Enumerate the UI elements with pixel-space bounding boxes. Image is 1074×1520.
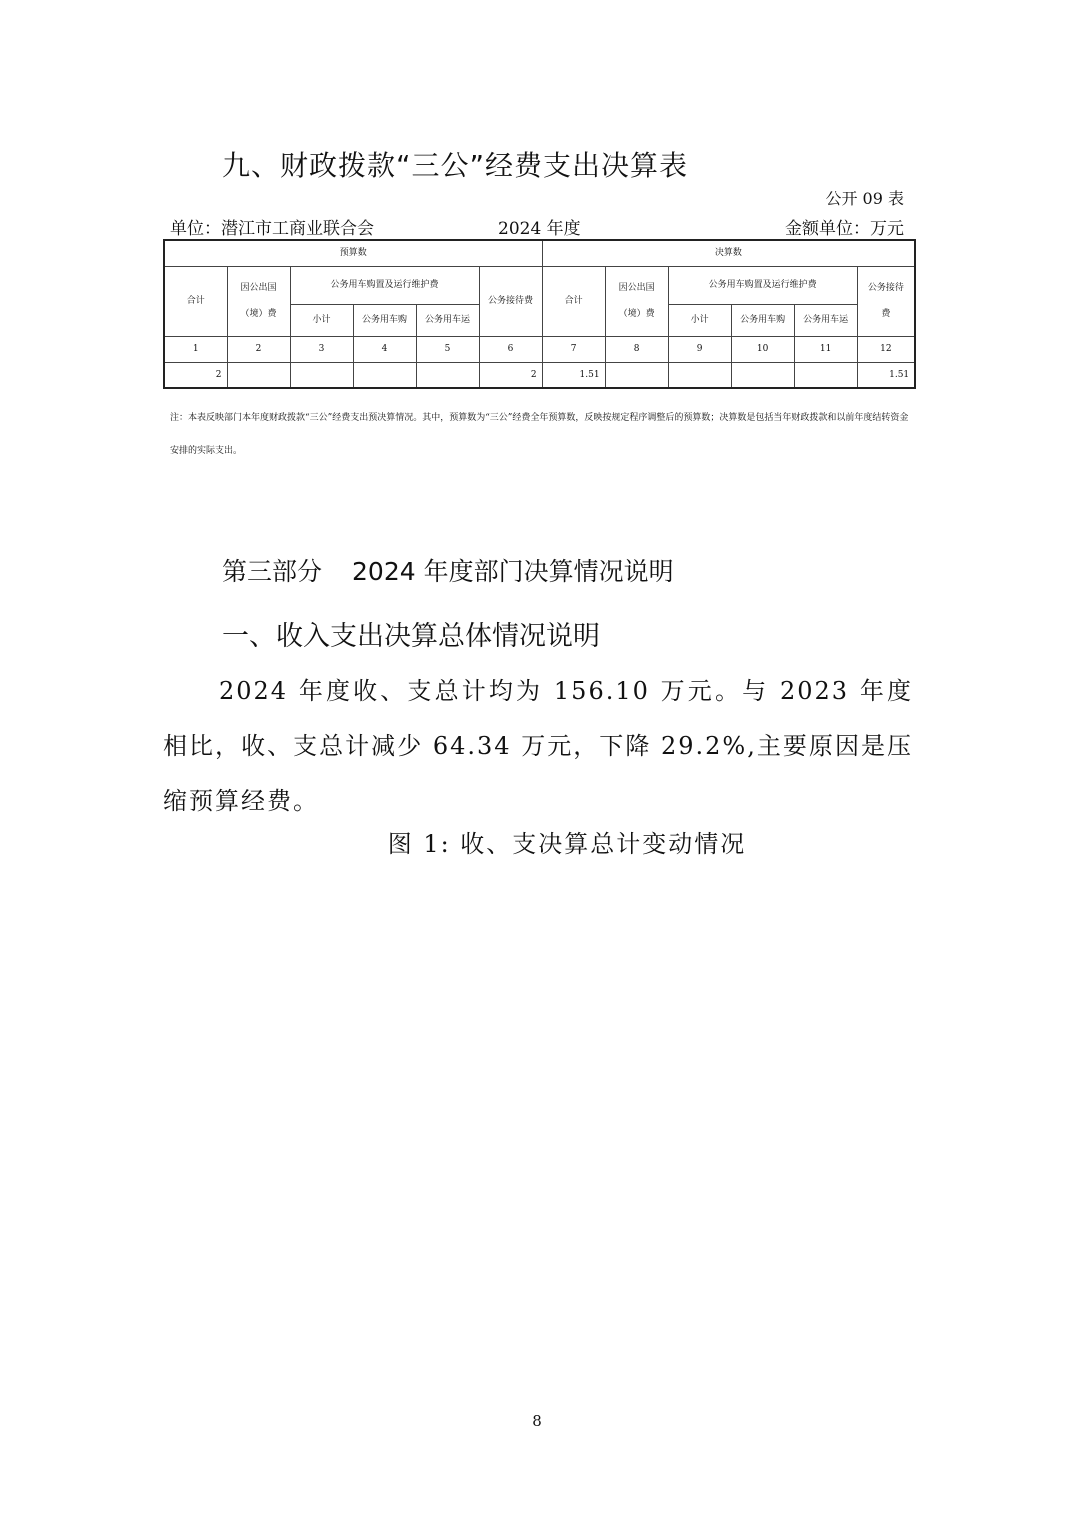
col-number: 7 bbox=[542, 336, 605, 362]
year-label: 2024 年度 bbox=[498, 219, 581, 239]
col-number: 1 bbox=[164, 336, 227, 362]
unit-label: 单位：潜江市工商业联合会 bbox=[170, 219, 374, 239]
final-header: 决算数 bbox=[542, 240, 915, 266]
budget-total-header: 合计 bbox=[164, 266, 227, 336]
value-cell bbox=[227, 362, 290, 388]
value-cell bbox=[605, 362, 668, 388]
summary-paragraph: 2024 年度收、支总计均为 156.10 万元。与 2023 年度相比，收、支总计减少 64.34 万元，下降 29.2%,主要原因是压缩预算经费。 bbox=[163, 677, 913, 815]
col-number: 11 bbox=[794, 336, 857, 362]
value-cell: 1.51 bbox=[857, 362, 915, 388]
value-cell bbox=[353, 362, 416, 388]
col-number: 2 bbox=[227, 336, 290, 362]
budget-subtotal-header: 小计 bbox=[290, 304, 353, 336]
form-number: 公开 09 表 bbox=[825, 189, 904, 208]
amount-unit-label: 金额单位：万元 bbox=[785, 219, 904, 239]
budget-reception-header: 公务接待费 bbox=[479, 266, 542, 336]
col-number: 6 bbox=[479, 336, 542, 362]
final-abroad-header: 因公出国 （境）费 bbox=[605, 266, 668, 336]
table-note: 注：本表反映部门本年度财政拨款“三公”经费支出预决算情况。其中，预算数为“三公”经费全年预算数，反映按规定程序调整后的预算数；决算数是包括当年财政拨款和以前年度结转资金安排的实际支出。 bbox=[170, 413, 909, 456]
col-number: 12 bbox=[857, 336, 915, 362]
col-number: 10 bbox=[731, 336, 794, 362]
value-cell: 2 bbox=[164, 362, 227, 388]
value-cell bbox=[416, 362, 479, 388]
final-vehicle-group-header: 公务用车购置及运行维护费 bbox=[668, 266, 857, 304]
col-number: 9 bbox=[668, 336, 731, 362]
budget-vehicle-operation-header: 公务用车运 bbox=[416, 304, 479, 336]
col-number: 8 bbox=[605, 336, 668, 362]
col-number: 4 bbox=[353, 336, 416, 362]
final-subtotal-header: 小计 bbox=[668, 304, 731, 336]
page-number: 8 bbox=[532, 1412, 542, 1430]
value-cell bbox=[290, 362, 353, 388]
final-reception-header: 公务接待 费 bbox=[857, 266, 915, 336]
value-cell: 1.51 bbox=[542, 362, 605, 388]
value-cell: 2 bbox=[479, 362, 542, 388]
table-title: 九、财政拨款“三公”经费支出决算表 bbox=[222, 149, 689, 182]
figure-caption: 图 1: 收、支决算总计变动情况 bbox=[387, 830, 747, 858]
value-cell bbox=[794, 362, 857, 388]
budget-header: 预算数 bbox=[164, 240, 542, 266]
col-number: 5 bbox=[416, 336, 479, 362]
value-cell bbox=[731, 362, 794, 388]
budget-abroad-header: 因公出国 （境）费 bbox=[227, 266, 290, 336]
col-number: 3 bbox=[290, 336, 353, 362]
final-vehicle-purchase-header: 公务用车购 bbox=[731, 304, 794, 336]
three-public-expenditure-table bbox=[163, 239, 916, 389]
final-total-header: 合计 bbox=[542, 266, 605, 336]
value-cell bbox=[668, 362, 731, 388]
budget-vehicle-group-header: 公务用车购置及运行维护费 bbox=[290, 266, 479, 304]
final-vehicle-operation-header: 公务用车运 bbox=[794, 304, 857, 336]
budget-vehicle-purchase-header: 公务用车购 bbox=[353, 304, 416, 336]
subsection-heading: 一、收入支出决算总体情况说明 bbox=[222, 621, 600, 652]
section-heading: 第三部分 2024 年度部门决算情况说明 bbox=[222, 557, 674, 586]
